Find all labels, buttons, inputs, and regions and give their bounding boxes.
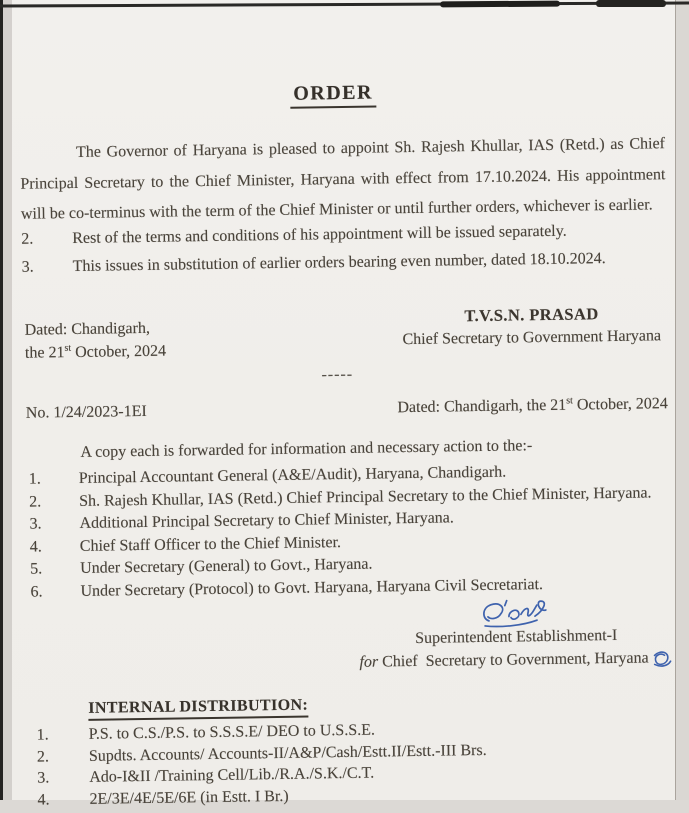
initial-scribble xyxy=(650,647,674,669)
list-item: 1. Principal Accountant General (A&E/Audit), Haryana, Chandigarh. xyxy=(28,463,507,488)
list-item: 3. Ado-I&II /Training Cell/Lib./R.A./S.K./C.T. xyxy=(37,764,375,787)
order-title: ORDER xyxy=(290,81,376,108)
section-separator: ----- xyxy=(321,365,354,384)
on-behalf-line: for Chief Secretary to Government, Haryana xyxy=(355,646,677,674)
item-text: This issues in substitution of earlier orders bearing even number, dated 18.10.2024. xyxy=(72,250,606,276)
copy-recipient-list xyxy=(29,461,679,606)
internal-distribution-list xyxy=(37,717,678,812)
list-item: 2. Sh. Rajesh Khullar, IAS (Retd.) Chief Principal Secretary to the Chief Minister, Haryana. xyxy=(29,483,652,511)
list-item: 2. Supdts. Accounts/ Accounts-II/A&P/Cash/Estt.II/Estt.-III Brs. xyxy=(36,741,487,766)
signatory-name: T.V.S.N. PRASAD xyxy=(464,304,599,326)
reference-row xyxy=(26,395,668,423)
signing-officer: Superintendent Establishment-I xyxy=(415,626,618,647)
dateline-place: Dated: Chandigarh, xyxy=(24,319,151,339)
list-item: 5. Under Secretary (General) to Govt., Haryana. xyxy=(30,555,373,578)
signature-block xyxy=(355,623,678,674)
reference-number: No. 1/24/2023-1EI xyxy=(25,402,147,422)
list-item: 6. Under Secretary (Protocol) to Govt. Haryana, Haryana Civil Secretariat. xyxy=(30,575,544,601)
item-number: 3. xyxy=(21,258,34,276)
order-item-3 xyxy=(22,249,668,277)
list-item: 1. P.S. to C.S./P.S. to S.S.S.E/ DEO to U.S.S.E. xyxy=(36,721,376,744)
item-number: 2. xyxy=(21,230,34,248)
list-item: 4. Chief Staff Officer to the Chief Minister. xyxy=(29,533,342,556)
dateline-block xyxy=(24,317,166,365)
signatory-designation: Chief Secretary to Government Haryana xyxy=(402,327,662,349)
list-item: 4. 2E/3E/4E/5E/6E (in Estt. I Br.) xyxy=(37,787,289,809)
internal-distribution-heading: INTERNAL DISTRIBUTION: xyxy=(88,697,308,721)
dateline-date: the 21st October, 2024 xyxy=(24,342,167,362)
appointment-paragraph: The Governor of Haryana is pleased to appoint Sh. Rajesh Khullar, IAS (Retd.) as Chief Principal Secretary to the Chief Minister, Haryana with effect from 17.10.2024. His appointment will be co-terminus with the term of the Chief Minister or until further orders, whichever is earlier. xyxy=(20,135,666,223)
forwarding-line: A copy each is forwarded for information and necessary action to the:- xyxy=(80,437,533,461)
list-item: 3. Additional Principal Secretary to Chief Minister, Haryana. xyxy=(29,509,454,533)
ordinal-suffix: st xyxy=(566,395,573,407)
document-heading xyxy=(0,77,671,113)
item-text: Rest of the terms and conditions of his appointment will be issued separately. xyxy=(72,222,567,248)
ordinal-suffix: st xyxy=(64,342,72,354)
endorsement-date: Dated: Chandigarh, the 21st October, 2024 xyxy=(397,395,668,417)
signatory-block xyxy=(388,301,675,351)
